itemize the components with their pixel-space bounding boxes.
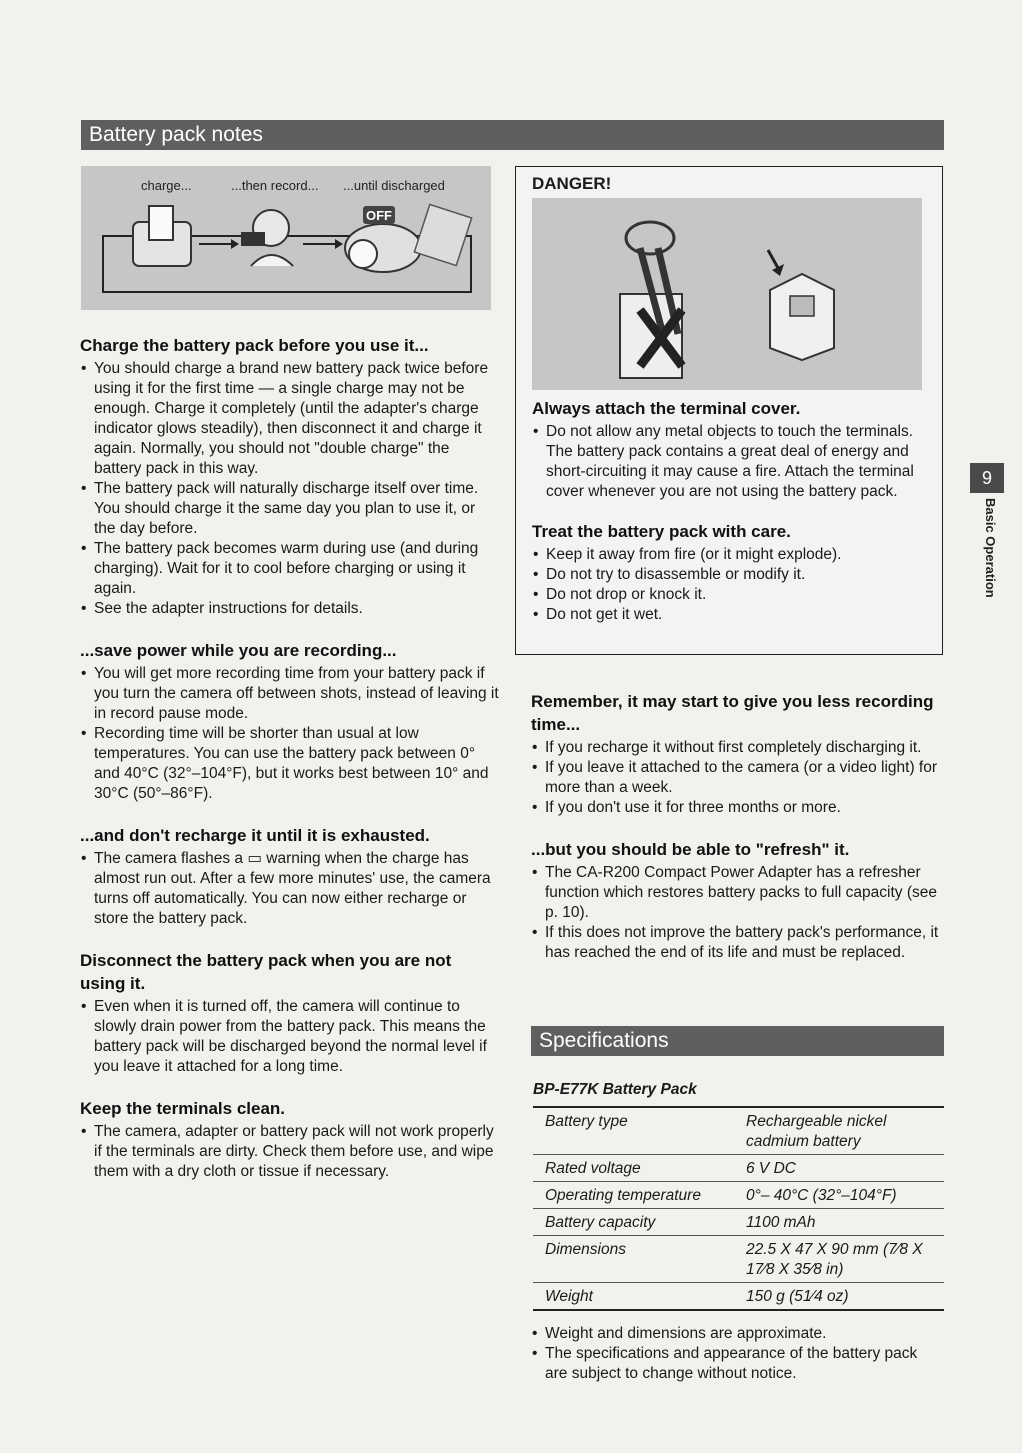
spec-key: Rated voltage (545, 1160, 641, 1177)
bullet-item: • See the adapter instructions for details. (80, 599, 500, 619)
bullet-list (80, 849, 500, 929)
spec-rows (533, 1106, 944, 1309)
bullet-list (532, 545, 940, 625)
danger-text (532, 397, 940, 625)
bullet-item: • If you don't use it for three months or more. (531, 798, 943, 818)
spec-key: Dimensions (545, 1241, 626, 1258)
spec-note: • The specifications and appearance of the battery pack are subject to change without notice. (531, 1344, 943, 1384)
bullet-item: • Recording time will be shorter than usual at low temperatures. You can use the battery pack between 0° and 40°C (32°–104°F), but it works best between 10° and 30°C (50°–86°F). (80, 724, 500, 804)
section (80, 824, 500, 929)
spec-key: Battery type (545, 1113, 628, 1130)
section-heading: Always attach the terminal cover. (532, 399, 801, 418)
bullet-list (80, 359, 500, 619)
bullet-item: • If you leave it attached to the camera (or a video light) for more than a week. (531, 758, 943, 798)
caption-record: ...then record... (231, 178, 319, 193)
battery-icon (149, 206, 173, 240)
panel-icon (414, 204, 471, 265)
terminal-cover-icon (770, 274, 834, 360)
bullet-item: • The battery pack becomes warm during use (and during charging). Wait for it to cool before charging or using it again. (80, 539, 500, 599)
bullet-list (532, 422, 940, 502)
bullet-item: • Do not try to disassemble or modify it. (532, 565, 940, 585)
section-heading: ...but you should be able to "refresh" it. (531, 840, 850, 859)
arrow-down-icon (768, 250, 778, 268)
section (80, 949, 500, 1077)
chapter-label: Basic Operation (983, 498, 998, 598)
bullet-list (531, 738, 943, 818)
section-heading: ...and don't recharge it until it is exhausted. (80, 826, 430, 845)
bullet-item: • The camera, adapter or battery pack will not work properly if the terminals are dirty. Check them before use, and wipe them with a dry cloth or tissue if necessary. (80, 1122, 500, 1182)
spec-key: Battery capacity (545, 1214, 656, 1231)
spec-key: Operating temperature (545, 1187, 701, 1204)
spec-row (533, 1181, 944, 1208)
section-heading: Remember, it may start to give you less recording time... (531, 692, 934, 734)
section (80, 639, 500, 804)
section (531, 838, 943, 963)
danger-illustration (532, 198, 922, 390)
section (80, 334, 500, 619)
key-ring-icon (626, 222, 674, 254)
section (531, 690, 943, 818)
bullet-item: • Do not drop or knock it. (532, 585, 940, 605)
bullet-list (80, 1122, 500, 1182)
charging-cycle-drawing (81, 166, 491, 310)
spec-row (533, 1154, 944, 1181)
bullet-item: • Do not allow any metal objects to touch the terminals. The battery pack contains a great deal of energy and short-circuiting it may cause a fire. Attach the terminal cover whenever you are not using the battery pack. (532, 422, 940, 502)
right-column (531, 690, 943, 963)
danger-drawing (532, 198, 922, 390)
specifications-title: Specifications (539, 1029, 669, 1052)
danger-box (515, 166, 943, 655)
section (80, 1097, 500, 1182)
battery-terminal-icon (790, 296, 814, 316)
spec-note: • Weight and dimensions are approximate. (531, 1324, 943, 1344)
specifications-banner (531, 1026, 944, 1056)
bullet-list (80, 664, 500, 804)
spec-value: 22.5 X 47 X 90 mm (7⁄8 X 17⁄8 X 35⁄8 in) (746, 1241, 923, 1278)
spec-notes (531, 1322, 943, 1384)
page-number-tab: 9 (970, 463, 1004, 493)
bullet-item: • The camera flashes a ▭ warning when the charge has almost run out. After a few more minutes' use, the camera turns off automatically. You can now either recharge or store the battery pack. (80, 849, 500, 929)
bullet-item: • Do not get it wet. (532, 605, 940, 625)
spec-value: 150 g (51⁄4 oz) (746, 1288, 849, 1305)
bullet-item: • You should charge a brand new battery pack twice before using it for the first time — a single charge may not be enough. Charge it completely (until the adapter's charge indicator glows steadily), then disconnect it and charge it again. Normally, you should not "double charge" the battery pack in this way. (80, 359, 500, 479)
bullet-item: • Even when it is turned off, the camera will continue to slowly drain power from the battery pack. This means the battery pack will be discharged beyond the normal level if you leave it attached for a long time. (80, 997, 500, 1077)
battery-notes-banner (81, 120, 511, 150)
bullet-item: • If this does not improve the battery pack's performance, it has reached the end of its life and must be replaced. (531, 923, 943, 963)
spec-value: Rechargeable nickel cadmium battery (746, 1113, 887, 1150)
section (532, 520, 940, 625)
bullet-item: • If you recharge it without first completely discharging it. (531, 738, 943, 758)
spec-product-title: BP-E77K Battery Pack (533, 1081, 697, 1098)
banner-extension (511, 120, 944, 150)
spec-key: Weight (545, 1288, 593, 1305)
spec-row (533, 1208, 944, 1235)
bullet-list (80, 997, 500, 1077)
spec-notes-list (531, 1324, 943, 1384)
spec-row (533, 1106, 944, 1154)
section-heading: Charge the battery pack before you use it... (80, 336, 429, 355)
spec-table (533, 1080, 944, 1311)
danger-title: DANGER! (532, 174, 612, 193)
caption-discharged: ...until discharged (343, 178, 445, 193)
bullet-list (531, 863, 943, 963)
section (532, 397, 940, 502)
spec-row (533, 1235, 944, 1282)
spec-value: 1100 mAh (746, 1214, 816, 1231)
banner-title: Battery pack notes (89, 123, 263, 146)
spec-row (533, 1282, 944, 1309)
caption-charge: charge... (141, 178, 192, 193)
spec-table-end (533, 1309, 944, 1311)
off-label: OFF (366, 208, 392, 223)
bullet-item: • You will get more recording time from your battery pack if you turn the camera off between shots, instead of leaving it in record pause mode. (80, 664, 500, 724)
camera-icon-small (241, 232, 265, 246)
spec-value: 6 V DC (746, 1160, 796, 1177)
bullet-item: • Keep it away from fire (or it might explode). (532, 545, 940, 565)
left-column (80, 334, 500, 1182)
section-heading: Disconnect the battery pack when you are not using it. (80, 951, 452, 993)
spec-value: 0°– 40°C (32°–104°F) (746, 1187, 897, 1204)
section-heading: Keep the terminals clean. (80, 1099, 286, 1118)
charging-illustration (81, 166, 491, 310)
bullet-item: • The battery pack will naturally discharge itself over time. You should charge it the same day you plan to use it, or the day before. (80, 479, 500, 539)
section-heading: Treat the battery pack with care. (532, 522, 791, 541)
section-heading: ...save power while you are recording... (80, 641, 397, 660)
bullet-item: • The CA-R200 Compact Power Adapter has a refresher function which restores battery packs to full capacity (see p. 10). (531, 863, 943, 923)
